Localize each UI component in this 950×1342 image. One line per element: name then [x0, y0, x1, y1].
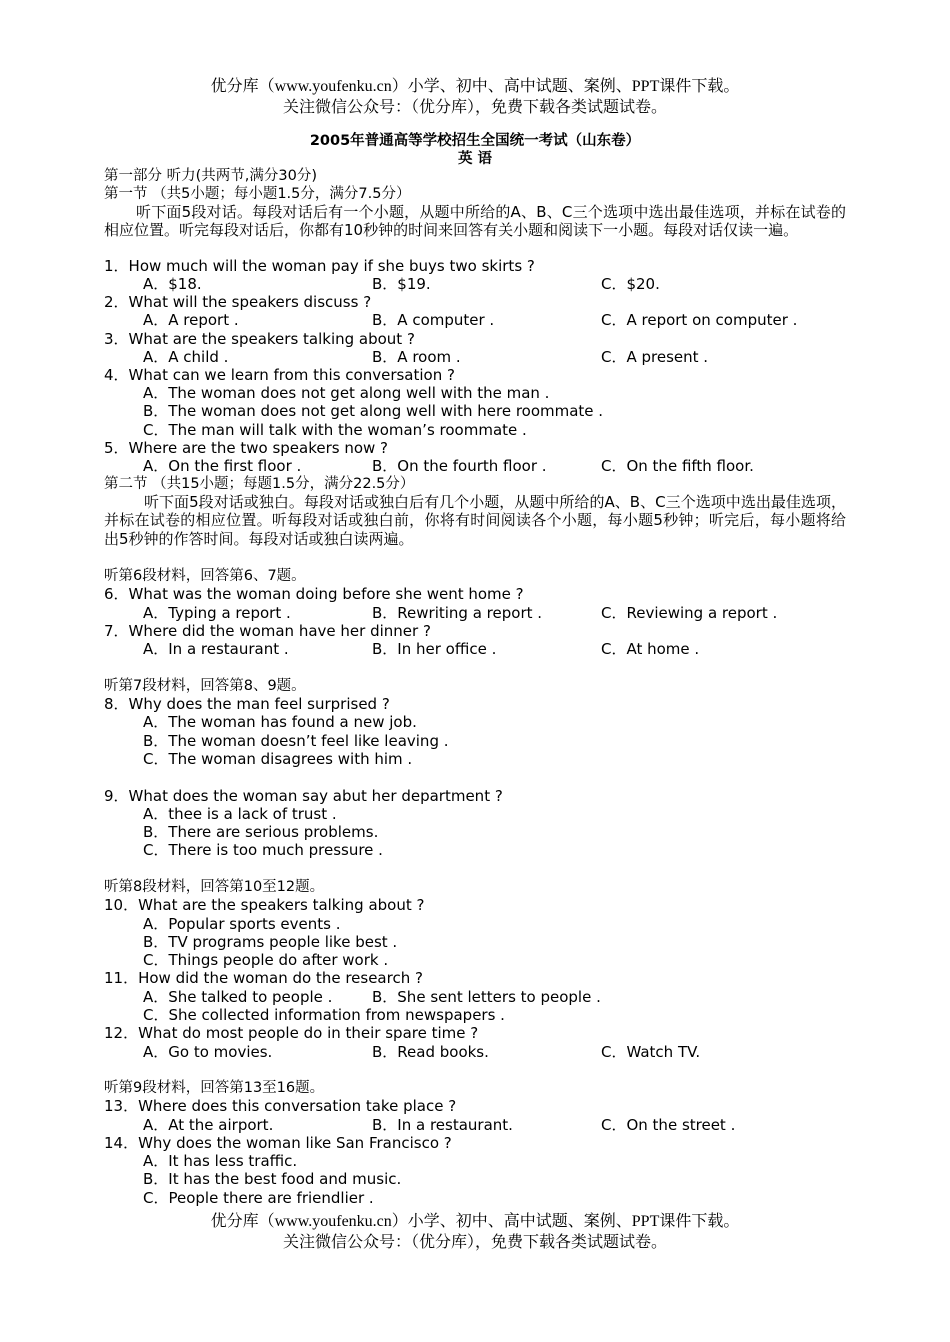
q13-option-a: A．At the airport.: [143, 1116, 274, 1134]
question-12: 12．What do most people do in their spare time ?: [104, 1024, 479, 1042]
q7-option-c: C．At home .: [601, 640, 700, 658]
q11-option-b: B．She sent letters to people .: [372, 988, 601, 1006]
q4-option-b: B．The woman does not get along well with here roommate .: [143, 402, 604, 420]
question-7: 7．Where did the woman have her dinner ?: [104, 622, 431, 640]
part-1-heading: 第一部分 听力(共两节,满分30分): [104, 168, 317, 184]
q11-option-a: A．She talked to people .: [143, 988, 333, 1006]
q5-option-c: C．On the fifth floor.: [601, 457, 754, 475]
q10-option-b: B．TV programs people like best .: [143, 933, 398, 951]
question-8: 8．Why does the man feel surprised ?: [104, 695, 390, 713]
q14-option-b: B．It has the best food and music.: [143, 1170, 402, 1188]
material-9-heading: 听第9段材料，回答第13至16题。: [104, 1080, 325, 1096]
q8-option-c: C．The woman disagrees with him .: [143, 750, 413, 768]
q7-option-a: A．In a restaurant .: [143, 640, 289, 658]
question-6: 6．What was the woman doing before she went home ?: [104, 585, 524, 603]
q1-option-b: B．$19.: [372, 275, 431, 293]
q1-option-a: A．$18.: [143, 275, 202, 293]
q5-option-b: B．On the fourth floor .: [372, 457, 547, 475]
section-1-instructions: 听下面5段对话。每段对话后有一个小题，从题中所给的A、B、C三个选项中选出最佳选项，并标在试卷的相应位置。听完每段对话后，你都有10秒钟的时间来回答有关小题和阅读下一小题。每段对话仅读一遍。: [104, 203, 846, 240]
header-line-2: 关注微信公众号：（优分库），免费下载各类试题试卷。: [282, 99, 667, 116]
q6-option-b: B．Rewriting a report .: [372, 604, 543, 622]
question-3: 3．What are the speakers talking about ?: [104, 330, 415, 348]
q12-option-a: A．Go to movies.: [143, 1043, 273, 1061]
question-4: 4．What can we learn from this conversation ?: [104, 366, 455, 384]
question-14: 14．Why does the woman like San Francisco ?: [104, 1134, 452, 1152]
q2-option-b: B．A computer .: [372, 311, 495, 329]
q6-option-c: C．Reviewing a report .: [601, 604, 778, 622]
q3-option-a: A．A child .: [143, 348, 229, 366]
q9-option-c: C．There is too much pressure .: [143, 841, 383, 859]
q7-option-b: B．In her office .: [372, 640, 497, 658]
q2-option-c: C．A report on computer .: [601, 311, 798, 329]
q9-option-b: B．There are serious problems.: [143, 823, 379, 841]
q1-option-c: C．$20.: [601, 275, 660, 293]
q12-option-c: C．Watch TV.: [601, 1043, 701, 1061]
section-2-heading: 第二节 （共15小题；每题1.5分，满分22.5分）: [104, 476, 415, 492]
footer-line-2: 关注微信公众号：（优分库），免费下载各类试题试卷。: [282, 1234, 667, 1251]
question-2: 2．What will the speakers discuss ?: [104, 293, 372, 311]
question-13: 13．Where does this conversation take place ?: [104, 1097, 457, 1115]
question-1: 1．How much will the woman pay if she buys two skirts ?: [104, 257, 535, 275]
question-11: 11．How did the woman do the research ?: [104, 969, 423, 987]
q11-option-c: C．She collected information from newspapers .: [143, 1006, 505, 1024]
material-6-heading: 听第6段材料，回答第6、7题。: [104, 568, 306, 584]
exam-subject: 英 语: [457, 151, 493, 167]
question-9: 9．What does the woman say abut her department ?: [104, 787, 503, 805]
q4-option-c: C．The man will talk with the woman’s roommate .: [143, 421, 527, 439]
q10-option-c: C．Things people do after work .: [143, 951, 389, 969]
q14-option-c: C．People there are friendlier .: [143, 1189, 374, 1207]
footer-line-1: 优分库（www.youfenku.cn）小学、初中、高中试题、案例、PPT课件下载。: [210, 1213, 740, 1230]
q10-option-a: A．Popular sports events .: [143, 915, 341, 933]
q8-option-a: A．The woman has found a new job.: [143, 713, 417, 731]
q5-option-a: A．On the first floor .: [143, 457, 302, 475]
q6-option-a: A．Typing a report .: [143, 604, 291, 622]
section-2-instructions: 听下面5段对话或独白。每段对话或独白后有几个小题，从题中所给的A、B、C三个选项中选出最佳选项，并标在试卷的相应位置。听每段对话或独白前，你将有时间阅读各个小题，每小题5秒钟；听完后，每小题将给出5秒钟的作答时间。每段对话或独白读两遍。: [104, 493, 846, 548]
q8-option-b: B．The woman doesn’t feel like leaving .: [143, 732, 449, 750]
q4-option-a: A．The woman does not get along well with the man .: [143, 384, 550, 402]
q14-option-a: A．It has less traffic.: [143, 1152, 298, 1170]
material-8-heading: 听第8段材料，回答第10至12题。: [104, 879, 325, 895]
question-10: 10．What are the speakers talking about ?: [104, 896, 425, 914]
q9-option-a: A．thee is a lack of trust .: [143, 805, 337, 823]
q12-option-b: B．Read books.: [372, 1043, 489, 1061]
exam-title: 2005年普通高等学校招生全国统一考试（山东卷）: [309, 133, 641, 149]
section-1-heading: 第一节 （共5小题；每小题1.5分，满分7.5分）: [104, 186, 411, 202]
header-line-1: 优分库（www.youfenku.cn）小学、初中、高中试题、案例、PPT课件下载。: [210, 78, 740, 95]
q3-option-b: B．A room .: [372, 348, 461, 366]
q13-option-c: C．On the street .: [601, 1116, 736, 1134]
question-5: 5．Where are the two speakers now ?: [104, 439, 389, 457]
material-7-heading: 听第7段材料，回答第8、9题。: [104, 678, 306, 694]
q2-option-a: A．A report .: [143, 311, 239, 329]
q13-option-b: B．In a restaurant.: [372, 1116, 513, 1134]
q3-option-c: C．A present .: [601, 348, 709, 366]
